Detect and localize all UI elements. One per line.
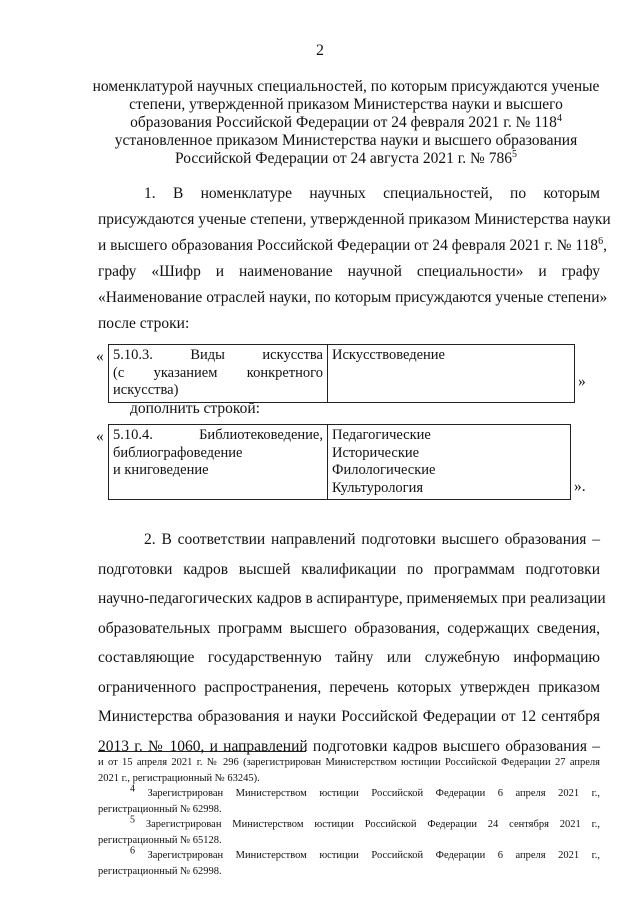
branch-cell — [328, 345, 575, 403]
text-line: 1. В номенклатуре научных специальностей, по которым — [144, 185, 600, 202]
footnote-line: и от 15 апреля 2021 г. № 296 (зарегистрирован Министерством юстиции Российской Федерации 27 апреля — [98, 757, 600, 768]
text-line: подготовки кадров высшей квалификации по программам подготовки — [98, 560, 600, 578]
specialty-cell — [109, 425, 328, 500]
footnote-separator — [98, 751, 306, 752]
specialty-cell — [109, 345, 328, 403]
text-line: после строки: — [98, 315, 190, 332]
specialty-line: библиографоведение — [113, 444, 243, 461]
paragraph-item-2 — [98, 525, 606, 761]
footnote-ref: 5 — [511, 148, 517, 160]
branch-line: Культурология — [332, 479, 424, 496]
text-line: 2. В соответствии направлений подготовки высшего образования – — [144, 531, 600, 548]
text-line: присуждаются ученые степени, утвержденной приказом Министерства науки — [98, 211, 611, 228]
heading-line: установленное приказом Министерства науки и высшего образования — [114, 132, 578, 149]
text-line: ограниченного распространения, перечень которых утвержден приказом — [98, 678, 600, 696]
add-row-label: дополнить строкой: — [130, 400, 260, 417]
text-line: графу «Шифр и наименование научной специальности» и графу — [98, 263, 600, 280]
text-line: и высшего образования Российской Федерации от 24 февраля 2021 г. № $118^6$, — [98, 235, 607, 254]
footnote-ref: 6 — [598, 235, 604, 247]
heading-line: номенклатурой научных специальностей, по которым присуждаются ученые — [92, 78, 600, 95]
paragraph-item-1 — [98, 181, 611, 337]
heading-line: Российской Федерации от 24 августа 2021 г. № $786^5$ — [175, 148, 517, 167]
specialty-line: и книговедение — [113, 462, 209, 478]
text-line: 2013 г. № 1060, и направлений подготовки кадров высшего образования – — [98, 737, 600, 755]
footnote-line: регистрационный № 65128. — [98, 834, 222, 846]
insert-table-2 — [108, 424, 571, 500]
text-line: образовательных программ высшего образования, содержащих сведения, — [98, 619, 600, 637]
specialty-line: искусства) — [113, 382, 179, 398]
heading-line: образования Российской Федерации от 24 февраля 2021 г. № $118^4$ — [130, 112, 562, 131]
footnotes — [98, 755, 600, 879]
specialty-line: 5.10.3. Виды искусства — [113, 347, 323, 363]
text-line: Министерства образования и науки Российской Федерации от 12 сентября — [98, 708, 600, 725]
insert-table-1 — [108, 344, 575, 403]
page-number: 2 — [316, 42, 324, 59]
branch-line: Педагогические — [332, 427, 431, 443]
specialty-line: (с указанием конкретного — [113, 364, 323, 381]
document-heading — [90, 78, 602, 168]
branch-line: Искусствоведение — [332, 347, 445, 363]
branch-line: Исторические — [332, 444, 420, 461]
specialty-line: 5.10.4. Библиотековедение, — [113, 427, 323, 443]
footnote-line: 2021 г., регистрационный № 63245). — [98, 772, 260, 784]
footnote-4: $^4$ Зарегистрирован Министерством юстиции Российской Федерации 6 апреля 2021 г., — [130, 783, 601, 799]
footnote-6: $^6$ Зарегистрирован Министерством юстиции Российской Федерации 6 апреля 2021 г., — [130, 845, 601, 861]
branch-line: Филологические — [332, 462, 436, 478]
open-quote: « — [96, 348, 104, 365]
close-quote: » — [578, 373, 586, 390]
text-line: составляющие государственную тайну или служебную информацию — [98, 649, 600, 666]
heading-line: степени, утвержденной приказом Министерства науки и высшего — [129, 96, 563, 113]
footnote-line: регистрационный № 62998. — [98, 865, 222, 877]
branch-cell — [328, 425, 571, 500]
close-quote: ». — [574, 478, 586, 495]
text-line: научно-педагогических кадров в аспирантуре, применяемых при реализации — [98, 590, 606, 607]
text-line: «Наименование отраслей науки, по которым присуждаются ученые степени» — [98, 289, 608, 306]
footnote-5: $^5$ Зарегистрирован Министерством юстиции Российской Федерации 24 сентября 2021 г., — [130, 814, 600, 830]
footnote-line: регистрационный № 62998. — [98, 803, 222, 815]
open-quote: « — [96, 428, 104, 445]
footnote-ref: 4 — [556, 112, 562, 124]
